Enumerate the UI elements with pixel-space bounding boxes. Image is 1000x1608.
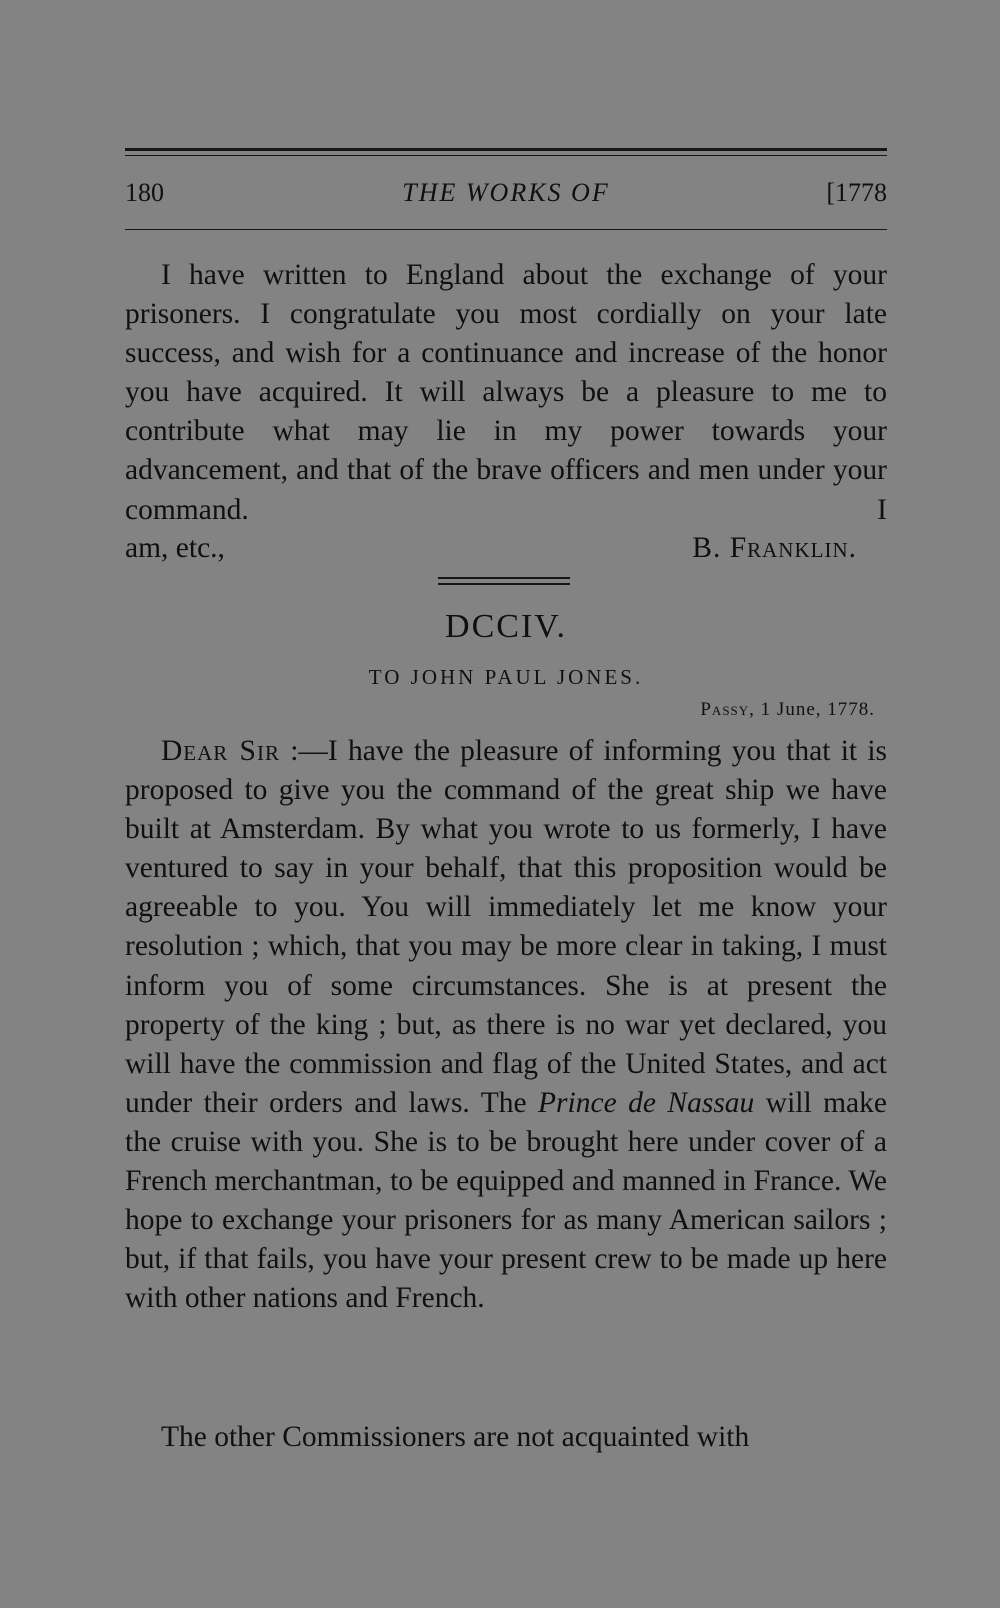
closing-line <box>125 529 887 569</box>
running-title: THE WORKS OF <box>402 178 610 207</box>
header-top-rule <box>125 148 887 151</box>
salutation: Dear Sir <box>161 735 280 767</box>
separator-rule-1 <box>438 577 570 579</box>
opening-text: I have written to England about the exchange of your prisoners. I congratulate you most cordially on your late success, and wish for a continuance and increase of the honor you have acquired. It will always be a pleasure to me to contribute what may lie in my power towards your advancement, and that of the brave officers and men under your command. I <box>125 259 887 526</box>
separator-rule-2 <box>438 583 570 585</box>
header-top-rule-thin <box>125 155 887 156</box>
running-header <box>125 178 887 214</box>
closing-text: am, etc., <box>125 532 225 564</box>
letter-recipient: TO JOHN PAUL JONES. <box>368 665 644 689</box>
dateline-place: Passy, <box>700 699 755 720</box>
signature: B. Franklin. <box>692 532 857 564</box>
letter-number: DCCIV. <box>445 608 567 645</box>
body-part-2: will make the cruise with you. She is to be brought here under cover of a French merchantman, to be equipped and manned in France. We hope to exchange your prisoners for as many American sailors ; but, if that fails, you have your present crew to be made up here with other nations and French. <box>125 1086 887 1315</box>
ship-name: Prince de Nassau <box>538 1086 755 1119</box>
letter-body <box>125 732 887 1318</box>
dateline <box>700 699 875 721</box>
body-part-1: :—I have the pleasure of informing you that it is proposed to give you the command of the great ship we have built at Amsterdam. By what you wrote to us formerly, I have ventured to say in your behalf, that this proposition would be agreeable to you. You will immediately let me know your resolution ; which, that you may be more clear in taking, I must inform you of some circumstances. She is at present the property of the king ; but, as there is no war yet declared, you will have the commission and flag of the United States, and act under their orders and laws. The <box>125 735 888 1119</box>
opening-paragraph <box>125 256 887 530</box>
header-bottom-rule <box>125 229 887 230</box>
dateline-date: 1 June, 1778. <box>760 699 875 720</box>
header-year: [1778 <box>826 178 887 207</box>
page-number: 180 <box>125 178 164 207</box>
next-paragraph <box>125 1418 887 1457</box>
next-paragraph-text: The other Commissioners are not acquainted with <box>161 1421 750 1453</box>
